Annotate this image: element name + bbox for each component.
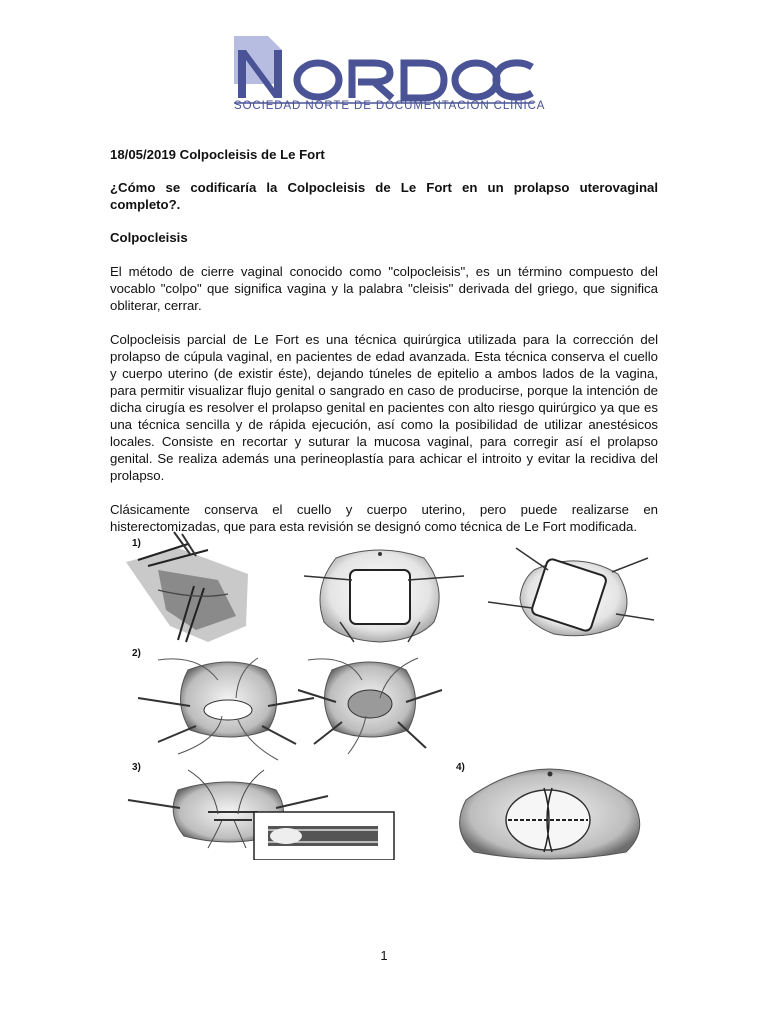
step-label-4: 4) [456, 762, 465, 773]
document-body [110, 146, 658, 535]
step4-final-result [460, 769, 640, 859]
document-heading: 18/05/2019 Colpocleisis de Le Fort [110, 147, 325, 162]
section-title: Colpocleisis [110, 230, 188, 245]
step3-closure-drawing [128, 770, 394, 860]
step2-suturing-left [138, 658, 314, 760]
step-label-3: 3) [132, 762, 141, 773]
surgical-illustration [118, 530, 658, 860]
step2-suturing-right [298, 658, 442, 754]
step-label-1: 1) [132, 538, 141, 549]
step-label-2: 2) [132, 648, 141, 659]
step1-incision-outline [304, 550, 464, 642]
paragraph-technique: Colpocleisis parcial de Le Fort es una técnica quirúrgica utilizada para la corrección del prolapso de cúpula vaginal, en pacientes de edad avanzada. Esta técnica conserva el cuello y cuerpo uterino (de existir éste), dejando túneles de epitelio a ambos lados de la vagina, para permitir visualizar flujo genital o sangrado en caso de producirse, porque la intención de dicha cirugía es resolver el prolapso genital en pacientes con alto riesgo quirúrgico ya que es una técnica sencilla y de rápida ejecución, así como la posibilidad de utilizar anestésicos locales. Consiste en recortar y suturar la mucosa vaginal, para corregir así el prolapso genital. Se realiza además una perineoplastía para achicar el introito y evitar la recidiva del prolapso. [110, 332, 658, 483]
paragraph-definition: El método de cierre vaginal conocido como "colpocleisis", es un término compuesto del vocablo "colpo" que significa vagina y la palabra "cleisis" derivada del griego, que significa obliterar, cerrar. [110, 264, 658, 313]
logo-tagline: SOCIEDAD NORTE DE DOCUMENTACION CLINICA [234, 100, 546, 112]
step1-forceps-drawing [126, 532, 248, 642]
surgical-drawings [118, 530, 658, 860]
document-question: ¿Cómo se codificaría la Colpocleisis de Le Fort en un prolapso uterovaginal completo?. [110, 180, 658, 212]
nordoc-logo [216, 14, 554, 122]
page-number: 1 [380, 948, 388, 963]
paragraph-classic: Clásicamente conserva el cuello y cuerpo uterino, pero puede realizarse en histerectomizadas, que para esta revisión se designó como técnica de Le Fort modificada. [110, 502, 658, 534]
step1-flap-removal [488, 548, 654, 636]
